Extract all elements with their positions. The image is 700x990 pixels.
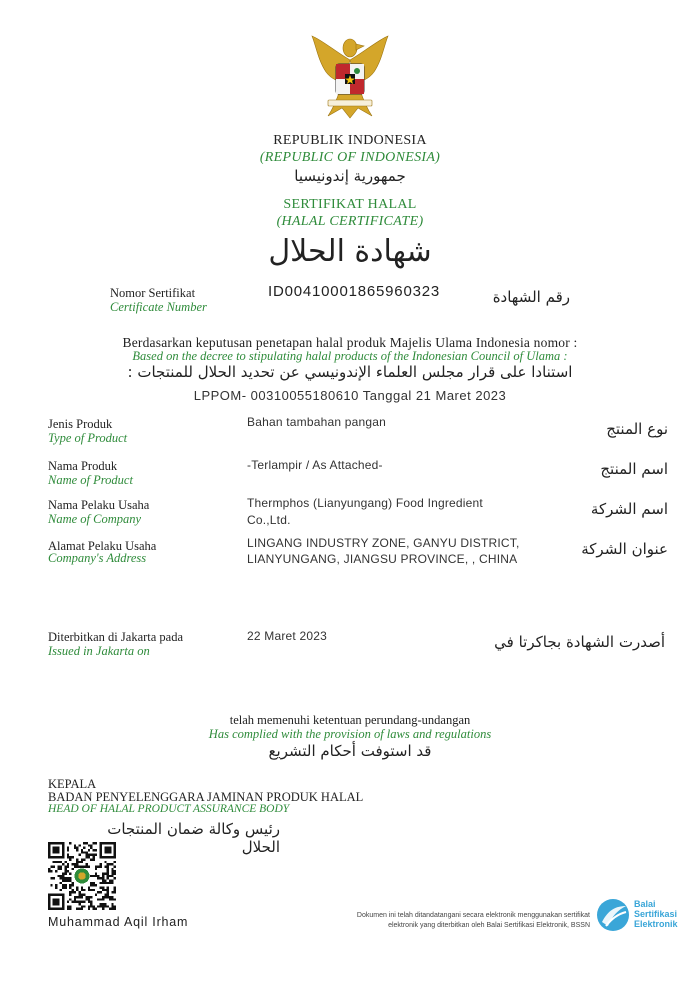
country-name: REPUBLIK INDONESIA <box>273 133 427 148</box>
cert-title: SERTIFIKAT HALAL <box>283 197 417 212</box>
field-company-label-ar: اسم الشركة <box>590 500 668 518</box>
footer-note-line1: Dokumen ini telah ditandatangani secara elektronik menggunakan sertifikat <box>356 912 590 919</box>
bse-logo-line3: Elektronik <box>634 919 678 929</box>
qr-code-icon <box>48 842 116 910</box>
cert-number-label-ar: رقم الشهادة <box>492 288 570 306</box>
field-company-label: Nama Pelaku Usaha <box>48 498 150 512</box>
bse-logo-line1: Balai <box>634 899 656 909</box>
signatory-title1: KEPALA <box>48 777 97 791</box>
field-type-label: Jenis Produk <box>48 417 113 431</box>
issued-value: 22 Maret 2023 <box>247 629 327 643</box>
decree-number: LPPOM- 00310055180610 Tanggal 21 Maret 2023 <box>193 388 507 403</box>
cert-title-ar: شهادة الحلال <box>268 234 432 269</box>
field-product-label-ar: اسم المنتج <box>600 460 668 478</box>
field-company-value-line2: Co.,Ltd. <box>247 513 291 527</box>
garuda-emblem-icon <box>306 30 394 122</box>
decree-text-en: Based on the decree to stipulating halal products of the Indonesian Council of Ulama : <box>132 349 568 363</box>
compliance-text: telah memenuhi ketentuan perundang-undangan <box>229 713 471 727</box>
field-product-value: -Terlampir / As Attached- <box>247 458 383 472</box>
signatory-title-en: HEAD OF HALAL PRODUCT ASSURANCE BODY <box>48 803 290 815</box>
field-company-label-en: Name of Company <box>48 512 142 526</box>
bse-logo-text <box>634 899 678 929</box>
decree-text: Berdasarkan keputusan penetapan halal produk Majelis Ulama Indonesia nomor : <box>122 335 578 350</box>
field-address-label: Alamat Pelaku Usaha <box>48 539 157 553</box>
issued-label-ar: أصدرت الشهادة بجاكرتا في <box>494 633 665 651</box>
bse-logo-icon <box>596 898 630 932</box>
cert-number-label: Nomor Sertifikat <box>110 286 196 300</box>
compliance-text-en: Has complied with the provision of laws and regulations <box>208 727 492 741</box>
field-product-label-en: Name of Product <box>48 473 133 487</box>
field-product-label: Nama Produk <box>48 459 118 473</box>
bse-logo-line2: Sertifikasi <box>634 909 678 919</box>
field-type-label-en: Type of Product <box>48 431 128 445</box>
cert-number-label-en: Certificate Number <box>110 300 207 314</box>
issued-label: Diterbitkan di Jakarta pada <box>48 630 184 644</box>
signatory-title2: BADAN PENYELENGGARA JAMINAN PRODUK HALAL <box>48 790 364 804</box>
footer-note-line2: elektronik yang diterbitkan oleh Balai Sertifikasi Elektronik, BSSN <box>388 922 590 929</box>
field-type-value: Bahan tambahan pangan <box>247 415 386 429</box>
field-address-value-line1: LINGANG INDUSTRY ZONE, GANYU DISTRICT, <box>247 536 520 550</box>
signatory-title-ar: رئيس وكالة ضمان المنتجات الحلال <box>107 820 280 856</box>
field-type-label-ar: نوع المنتج <box>606 420 668 438</box>
field-address-label-en: Company's Address <box>48 551 147 565</box>
country-name-en: (REPUBLIC OF INDONESIA) <box>259 150 441 165</box>
decree-text-ar: استنادا على قرار مجلس العلماء الإندونيسي عن تحديد الحلال للمنتجات : <box>127 363 573 381</box>
footer-note <box>300 911 590 931</box>
field-address-value-line2: LIANYUNGANG, JIANGSU PROVINCE, , CHINA <box>247 552 518 566</box>
field-address-label-ar: عنوان الشركة <box>581 540 668 558</box>
issued-label-en: Issued in Jakarta on <box>48 644 150 658</box>
field-company-value-line1: Thermphos (Lianyungang) Food Ingredient <box>247 496 483 510</box>
cert-number-value: ID00410001865960323 <box>268 283 441 300</box>
cert-title-en: (HALAL CERTIFICATE) <box>276 214 424 229</box>
compliance-text-ar: قد استوفت أحكام التشريع <box>268 742 432 760</box>
signatory-name: Muhammad Aqil Irham <box>48 915 189 929</box>
country-name-ar: جمهورية إندونيسيا <box>294 167 406 185</box>
